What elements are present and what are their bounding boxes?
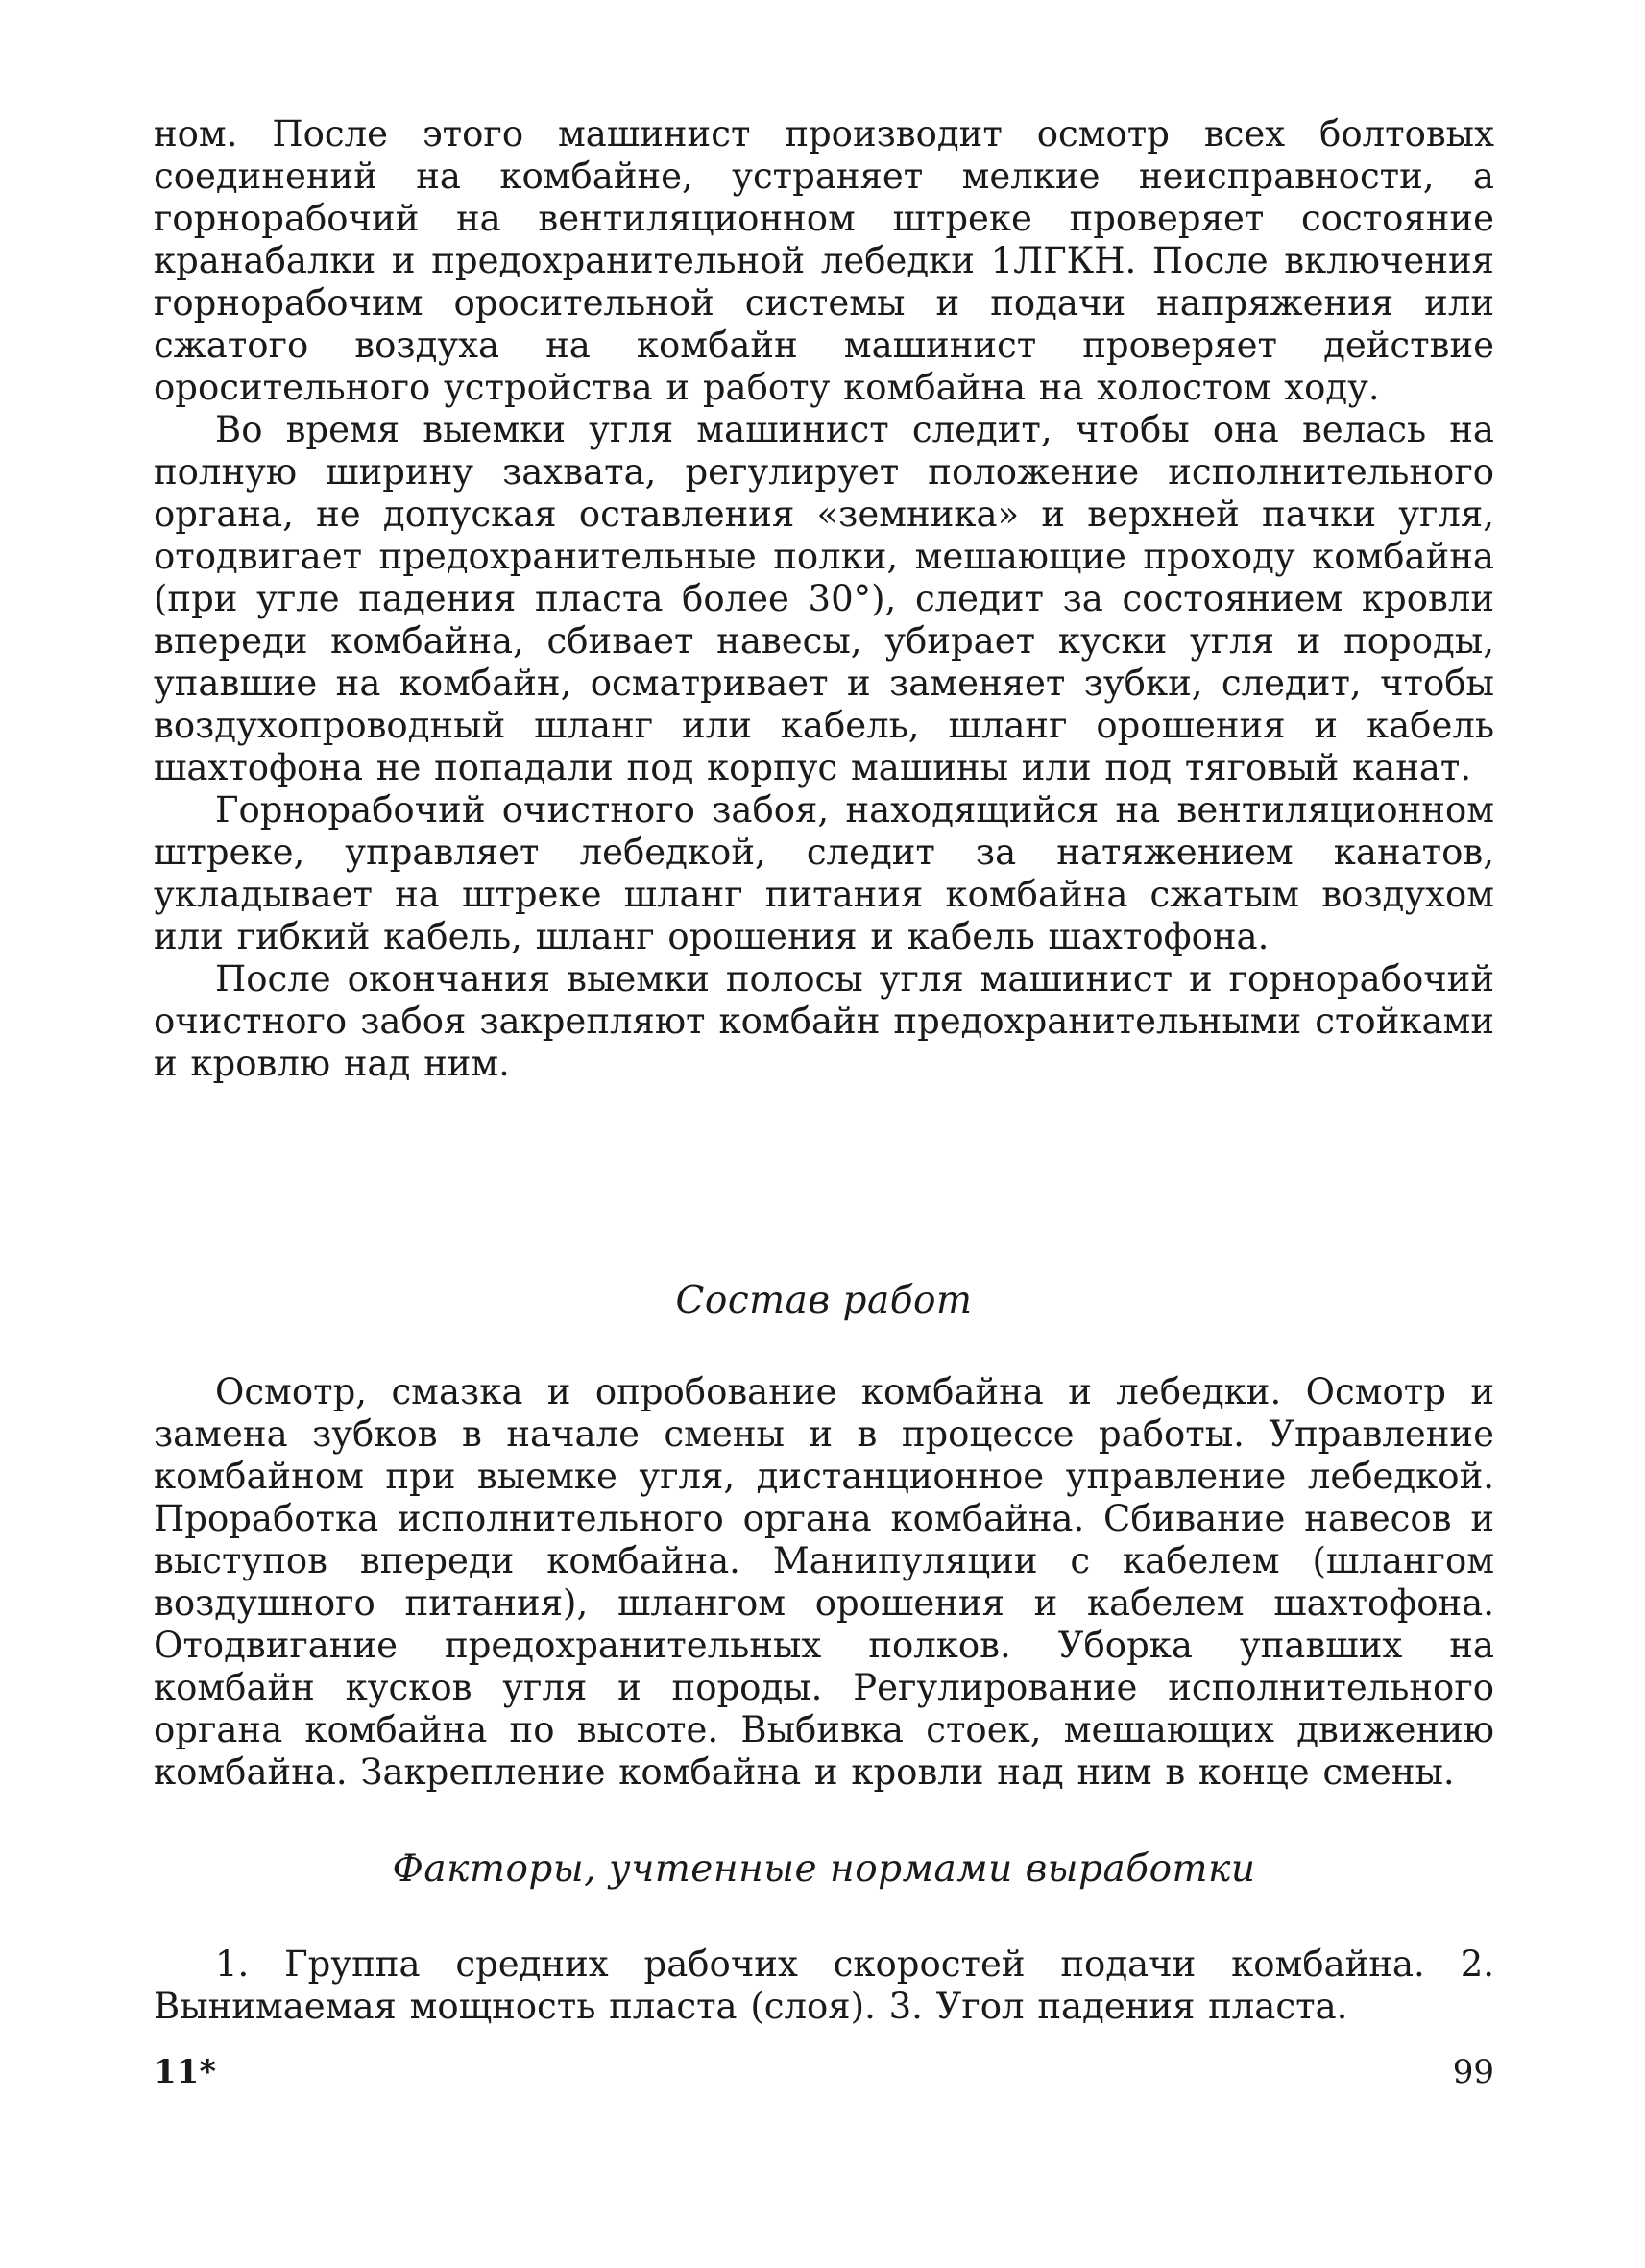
book-page xyxy=(154,113,1494,2207)
paragraph-miner-duties: Горнорабочий очистного забоя, находящийся на вентиляционном штреке, управляет лебедкой, следит за натяжением канатов, укладывает на штреке шланг питания комбайна сжатым воздухом или гибкий кабель, шланг орошения и кабель шахтофона. xyxy=(154,789,1494,957)
section-factors-body xyxy=(154,1943,1494,2028)
body-text-top xyxy=(154,113,1494,1085)
section-work-heading-wrap xyxy=(154,1279,1494,1322)
paragraph-factors: 1. Группа средних рабочих скоростей подачи комбайна. 2. Вынимаемая мощность пласта (слоя). 3. Угол падения пласта. xyxy=(154,1943,1494,2027)
section-heading-factors: Факторы, учтенные нормами выработки xyxy=(392,1847,1256,1891)
section-work-body xyxy=(154,1371,1494,1794)
paragraph-coal-extraction: Во время выемки угля машинист следит, чтобы она велась на полную ширину захвата, регулирует положение исполнительного органа, не допуская оставления «земника» и верхней пачки угля, отодвигает предохранительные полки, мешающие проходу комбайна (при угле падения пласта более 30°), следит за состоянием кровли впереди комбайна, сбивает навесы, убирает куски угля и породы, упавшие на комбайн, осматривает и заменяет зубки, следит, чтобы воздухопроводный шланг или кабель, шланг орошения и кабель шахтофона не попадали под корпус машины или под тяговый канат. xyxy=(154,409,1494,788)
section-factors-heading-wrap xyxy=(154,1847,1494,1891)
page-footer xyxy=(154,2053,1494,2095)
paragraph-work-composition: Осмотр, смазка и опробование комбайна и лебедки. Осмотр и замена зубков в начале смены и в процессе работы. Управление комбайном при выемке угля, дистанционное управление лебедкой. Проработка исполнительного органа комбайна. Сбивание навесов и выступов впереди комбайна. Манипуляции с кабелем (шлангом воздушного питания), шлангом орошения и кабелем шахтофона. Отодвигание предохранительных полков. Уборка упавших на комбайн кусков угля и породы. Регулирование исполнительного органа комбайна по высоте. Выбивка стоек, мешающих движению комбайна. Закрепление комбайна и кровли над ним в конце смены. xyxy=(154,1371,1494,1793)
section-heading-work-composition: Состав работ xyxy=(675,1279,973,1322)
page-number: 99 xyxy=(1452,2053,1494,2091)
paragraph-continuation: ном. После этого машинист производит осмотр всех болтовых соединений на комбайне, устраняет мелкие неисправности, а горнорабочий на вентиляционном штреке проверяет состояние кранабалки и предохранительной лебедки 1ЛГКН. После включения горнорабочим оросительной системы и подачи напряжения или сжатого воздуха на комбайн машинист проверяет действие оросительного устройства и работу комбайна на холостом ходу. xyxy=(154,113,1494,408)
signature-mark: 11* xyxy=(154,2053,217,2091)
paragraph-after-extraction: После окончания выемки полосы угля машинист и горнорабочий очистного забоя закрепляют комбайн предохранительными стойками и кровлю над ним. xyxy=(154,958,1494,1084)
